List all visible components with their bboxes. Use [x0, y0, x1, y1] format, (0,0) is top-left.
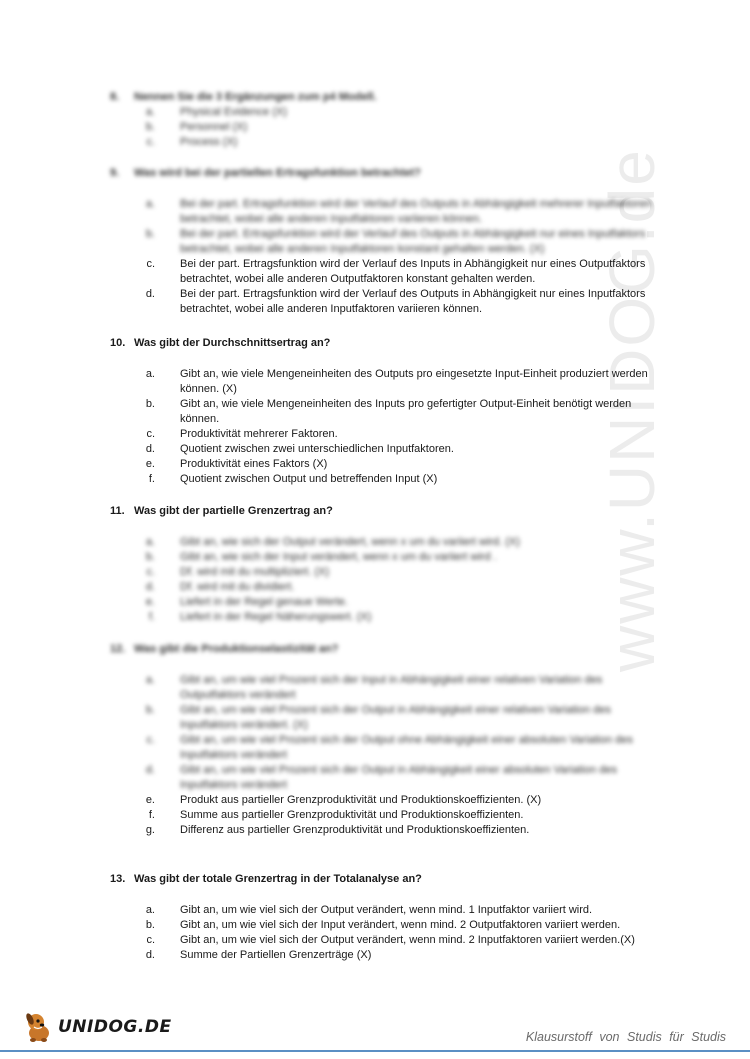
option-item: f. Liefert in der Regel Näherungswert. (X) [148, 611, 372, 623]
question-title: Was gibt der Durchschnittsertrag an? [134, 337, 331, 349]
option-item: d. Quotient zwischen zwei unterschiedlichen Inputfaktoren. [145, 443, 454, 455]
option-item: a. Gibt an, wie viele Mengeneinheiten des Outputs pro eingesetzte Input-Einheit produziert werden können. (X) [145, 368, 648, 395]
option-item: b. Gibt an, um wie viel sich der Input verändert, wenn mind. 2 Outputfaktoren variiert werden. [145, 919, 621, 931]
option-item: c. Gibt an, um wie viel sich der Output verändert, wenn mind. 2 Inputfaktoren variiert werden.(X) [146, 934, 635, 946]
option-item: f. Quotient zwischen Output und betreffenden Input (X) [148, 473, 438, 485]
question-title: Nennen Sie die 3 Ergänzungen zum p4 Modell. [134, 91, 377, 103]
question-12 [110, 642, 670, 838]
option-item: e. Liefert in der Regel genaue Werte. [145, 596, 348, 608]
question-number: 8. [110, 91, 120, 103]
question-number: 10. [110, 337, 126, 349]
question-title: Was gibt der totale Grenzertrag in der Totalanalyse an? [134, 873, 422, 885]
question-number: 9. [110, 167, 120, 179]
option-item: a. Gibt an, wie sich der Output verändert, wenn x um du variiert wird. (X) [145, 536, 520, 548]
option-list [110, 197, 670, 317]
option-item: d. Bei der part. Ertragsfunktion wird der Verlauf des Outputs in Abhängigkeit nur eines Inputfaktors betrachtet, wobei alle anderen Inputfaktoren variieren können. [145, 288, 646, 315]
option-item: a. Gibt an, um wie viel sich der Output verändert, wenn mind. 1 Inputfaktor variiert wird. [145, 904, 593, 916]
logo-text: UNIDOG.DE [58, 1016, 172, 1037]
footer-tagline: Klausurstoff von Studis für Studis [525, 1030, 726, 1044]
option-list [110, 535, 670, 625]
option-item: a. Gibt an, um wie viel Prozent sich der Input in Abhängigkeit einer relativen Variation des Outputfaktors verändert [145, 674, 603, 701]
question-number: 12. [110, 643, 126, 655]
option-item: b. Bei der part. Ertragsfunktion wird der Verlauf des Outputs in Abhängigkeit nur eines Inputfaktors betrachtet, wobei alle anderen Inputfaktoren konstant gehalten werden. (X) [145, 228, 646, 255]
question-title: Was wird bei der partiellen Ertragsfunktion betrachtet? [134, 167, 421, 179]
question-8 [110, 90, 670, 150]
option-item: d. Df. wird mit du dividiert. [145, 581, 295, 593]
question-title: Was gibt der partielle Grenzertrag an? [134, 505, 333, 517]
question-title: Was gibt die Produktionselastizität an? [134, 643, 339, 655]
option-item: c. Process (X) [146, 136, 238, 148]
option-item: b. Gibt an, um wie viel Prozent sich der Output in Abhängigkeit einer relativen Variation des Inputfaktors verändert. (X) [145, 704, 611, 731]
option-item: c. Bei der part. Ertragsfunktion wird der Verlauf des Inputs in Abhängigkeit nur eines Outputfaktors betrachtet, wobei alle anderen Outputfaktoren konstant gehalten werden. [146, 258, 646, 285]
question-9 [110, 166, 670, 317]
question-10 [110, 336, 670, 487]
option-item: c. Produktivität mehrerer Faktoren. [146, 428, 338, 440]
watermark: www.UNIDOG.de [596, 148, 668, 672]
question-11 [110, 504, 670, 625]
option-list [110, 903, 670, 963]
footer-divider [0, 1050, 750, 1052]
option-item: d. Summe der Partiellen Grenzerträge (X) [145, 949, 372, 961]
option-item: a. Bei der part. Ertragsfunktion wird der Verlauf des Outputs in Abhängigkeit mehrerer Inputfaktoren betrachtet, wobei alle anderen Inputfaktoren variieren können. [145, 198, 652, 225]
option-item: d. Gibt an, um wie viel Prozent sich der Output in Abhängigkeit einer absoluten Variation des Inputfaktors verändert [145, 764, 617, 791]
option-item: c. Gibt an, um wie viel Prozent sich der Output ohne Abhängigkeit einer absoluten Variation des Inputfaktors verändert [146, 734, 633, 761]
option-item: f. Summe aus partieller Grenzproduktivität und Produktionskoeffizienten. [148, 809, 524, 821]
unidog-logo[interactable] [22, 1010, 172, 1044]
question-13 [110, 872, 670, 963]
option-item: e. Produkt aus partieller Grenzproduktivität und Produktionskoeffizienten. (X) [145, 794, 542, 806]
option-list [110, 673, 670, 838]
question-number: 13. [110, 873, 126, 885]
option-list [110, 367, 670, 487]
option-item: c. Df. wird mit du multipliziert. (X) [146, 566, 330, 578]
option-item: b. Personnel (X) [145, 121, 248, 133]
option-item: b. Gibt an, wie sich der Input verändert, wenn x um du variiert wird . [145, 551, 497, 563]
option-item: b. Gibt an, wie viele Mengeneinheiten des Inputs pro gefertigter Output-Einheit benötigt werden können. [145, 398, 632, 425]
question-number: 11. [110, 505, 125, 517]
option-item: e. Produktivität eines Faktors (X) [145, 458, 328, 470]
option-item: a. Physical Evidence (X) [145, 106, 287, 118]
dog-mascot-icon [22, 1010, 56, 1044]
option-item: g. Differenz aus partieller Grenzproduktivität und Produktionskoeffizienten. [145, 824, 530, 836]
option-list [110, 105, 670, 150]
